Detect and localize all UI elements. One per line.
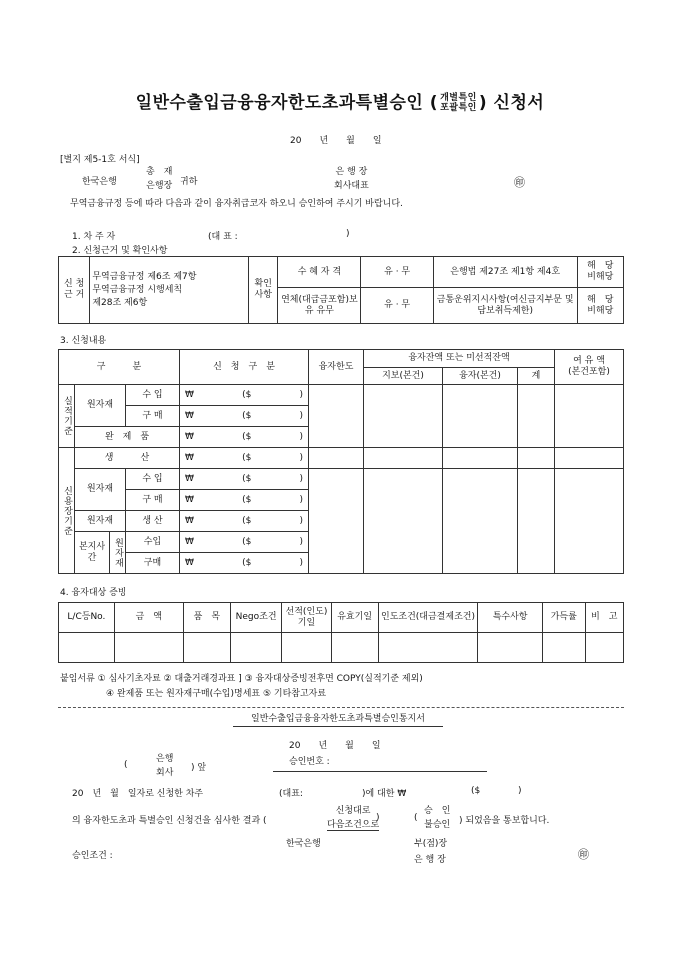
approval-number-field[interactable] [273, 754, 487, 772]
result-option2[interactable] [424, 804, 450, 832]
raw-material-short-text: 원자재 [113, 537, 123, 568]
section1-rep-close: ) [346, 229, 350, 239]
header-paid: 지보(본건) [364, 368, 443, 385]
raw-material-short-label [110, 532, 126, 574]
col-delivery-terms: 인도조건(대금결제조건) [378, 603, 478, 633]
surplus-cell[interactable] [555, 385, 624, 448]
notice-line2-b: ) [376, 813, 380, 823]
option-blanket: 포괄특인 [440, 103, 477, 113]
paren-close: ) [299, 536, 303, 547]
usd-label: ($ [242, 536, 252, 547]
applicable: 해 당 [587, 261, 614, 271]
sender [334, 165, 369, 193]
notice-to-close: ) 앞 [191, 763, 207, 773]
header-surplus [555, 350, 624, 385]
paren-close: ) [299, 452, 303, 463]
issuer-bank-head: 은 행 장 [414, 855, 446, 865]
paid-cell[interactable] [364, 448, 443, 469]
usd-label: ($ [242, 473, 252, 484]
col-expiry-date: 유효기일 [331, 603, 378, 633]
paren-close: ) [299, 515, 303, 526]
approval-number-label: 승인번호 : [289, 757, 330, 767]
basis-line: 무역금융규정 시행세칙 [92, 284, 183, 295]
purchase-label: 구 매 [126, 490, 180, 511]
surplus-cell[interactable] [555, 448, 624, 469]
notice-to-open: ( [124, 760, 128, 770]
evidence-table [58, 602, 624, 663]
form-number: [별지 제5-1호 서식] [60, 155, 140, 165]
issuer-dept-head: 부(점)장 [414, 839, 448, 849]
input-cell[interactable] [542, 633, 585, 663]
usd-label: ($ [242, 515, 252, 526]
input-cell[interactable] [282, 633, 331, 663]
usd-label: ($ [242, 389, 252, 400]
basis-label: 신 청 근 거 [59, 257, 90, 324]
input-cell[interactable] [478, 633, 543, 663]
raw-material-label: 원자재 [75, 385, 126, 427]
not-applicable: 비해당 [587, 305, 614, 316]
option-individual: 개별특인 [440, 93, 477, 103]
amount-field[interactable] [180, 406, 309, 427]
law-reference: 은행법 제27조 제1항 제4호 [433, 257, 577, 288]
purchase-label: 구 매 [126, 406, 180, 427]
section2-label: 2. 신청근거 및 확인사항 [72, 246, 168, 256]
import-label: 수 입 [126, 385, 180, 406]
usd-label: ($ [242, 431, 252, 442]
paid-cell[interactable] [364, 469, 443, 574]
notice-date: 20 년 월 일 [289, 741, 381, 751]
usd-label: ($ [242, 557, 252, 568]
input-cell[interactable] [378, 633, 478, 663]
approval-condition-label: 승인조건 : [72, 851, 113, 861]
import-label: 수 입 [126, 469, 180, 490]
input-cell[interactable] [331, 633, 378, 663]
header-loan: 융자(본건) [443, 368, 518, 385]
surplus-label: 여 유 액 [573, 356, 605, 366]
request-table [58, 349, 624, 574]
limit-cell[interactable] [309, 385, 364, 448]
to-bank: 은행 [156, 754, 174, 764]
header-balance: 융자잔액 또는 미선적잔액 [364, 350, 555, 368]
header-request: 신 청 구 분 [180, 350, 309, 385]
paren-close: ) [299, 431, 303, 442]
input-cell[interactable] [183, 633, 230, 663]
title-paren-close: ) [478, 93, 488, 113]
applicable: 해 당 [587, 294, 614, 305]
intra-company-label: 본지사간 [75, 532, 110, 574]
title-suffix: 신청서 [493, 93, 545, 113]
title-options [440, 93, 477, 113]
law-reference: 금통운위지시사항(여신금지부문 및 담보취득제한) [433, 288, 577, 324]
paren-close: ) [299, 557, 303, 568]
col-lc-no: L/C등No. [59, 603, 115, 633]
option-approved: 승 인 [424, 806, 451, 816]
col-nego: Nego조건 [230, 603, 281, 633]
seal-icon: ㊞ [578, 848, 589, 861]
amount-field[interactable] [180, 490, 309, 511]
import-label: 수입 [126, 532, 180, 553]
paren-close: ) [299, 494, 303, 505]
basis-text [90, 257, 249, 324]
title-main: 일반수출입금융융자한도초과특별승인 [135, 93, 424, 113]
notice-title: 일반수출입금융융자한도초과특별승인통지서 [233, 711, 443, 727]
amount-field[interactable] [180, 427, 309, 448]
basis-line: 무역금융규정 제6조 제7항 [92, 271, 197, 282]
raw-material-label: 원자재 [75, 511, 126, 532]
performance-basis-text: 실적기준 [62, 396, 72, 436]
limit-cell[interactable] [309, 448, 364, 469]
input-cell[interactable] [230, 633, 281, 663]
input-cell[interactable] [59, 633, 115, 663]
to-company: 회사 [156, 768, 174, 778]
usd-label: ($ [242, 452, 252, 463]
col-item: 품 목 [183, 603, 230, 633]
option-as-requested: 신청대로 [335, 806, 371, 816]
production-label: 생 산 [75, 448, 180, 469]
performance-basis-label [59, 385, 75, 448]
notice-to [156, 752, 173, 780]
application-date: 20 년 월 일 [290, 136, 382, 146]
amount-field[interactable] [180, 532, 309, 553]
col-amount: 금 액 [114, 603, 183, 633]
raw-material-label: 원자재 [75, 469, 126, 511]
option-with-conditions: 다음조건으로 [327, 820, 380, 830]
limit-cell[interactable] [309, 469, 364, 574]
col-special-notes: 특수사항 [478, 603, 543, 633]
yes-no-field[interactable]: 유 · 무 [361, 257, 433, 288]
total-cell[interactable] [518, 469, 555, 574]
surplus-cell[interactable] [555, 469, 624, 574]
production-label: 생 산 [126, 511, 180, 532]
col-remarks: 비 고 [585, 603, 623, 633]
section1-rep-label: (대 표 : [208, 232, 238, 242]
cut-line [58, 707, 624, 708]
seal-icon: ㊞ [514, 176, 525, 189]
purchase-label: 구매 [126, 553, 180, 574]
notice-line1-c: )에 대한 ₩ [362, 789, 407, 799]
amount-field[interactable] [180, 385, 309, 406]
attachments-line1: 붙임서류 ① 심사기초자료 ② 대출거래경과표 ] ③ 융자대상증빙전후면 COPY(실적기준 제외) [60, 674, 423, 684]
recipient: 한국은행 [82, 177, 117, 187]
issuer-title [414, 836, 447, 868]
amount-field[interactable] [180, 553, 309, 574]
section1-borrower-label: 1. 차 주 자 [72, 232, 116, 242]
amount-field[interactable] [180, 469, 309, 490]
col-earning-rate: 가득률 [542, 603, 585, 633]
finished-goods-label: 완 제 품 [75, 427, 180, 448]
basis-line: 제28조 제6항 [92, 297, 148, 308]
won-icon: ₩ [185, 515, 194, 526]
option-rejected: 불승인 [424, 820, 451, 830]
total-cell[interactable] [518, 448, 555, 469]
recipient-role [146, 165, 172, 193]
not-applicable: 비해당 [587, 272, 614, 282]
header-total: 계 [518, 368, 555, 385]
notice-opt2-open: ( [414, 813, 418, 823]
usd-label: ($ [242, 410, 252, 421]
lc-basis-label [59, 448, 75, 574]
won-icon: ₩ [185, 557, 194, 568]
issuer: 한국은행 [286, 839, 321, 849]
result-option1[interactable] [327, 804, 379, 832]
notice-line1-b: (대표: [279, 789, 303, 799]
section4-label: 4. 융자대상 증빙 [60, 588, 127, 598]
input-cell[interactable] [585, 633, 623, 663]
paren-close: ) [299, 389, 303, 400]
lc-basis-text: 신용장기준 [62, 485, 72, 536]
loan-cell[interactable] [443, 385, 518, 448]
surplus-sub: (본건포함) [568, 367, 610, 377]
notice-line2-a: 의 융자한도초과 특별승인 신청건을 심사한 결과 ( [72, 816, 267, 826]
won-icon: ₩ [185, 473, 194, 484]
won-icon: ₩ [185, 536, 194, 547]
amount-field[interactable] [180, 448, 309, 469]
page-title [0, 88, 680, 113]
paid-cell[interactable] [364, 385, 443, 448]
sender-company-rep: 회사대표 [334, 181, 369, 191]
won-icon: ₩ [185, 431, 194, 442]
won-icon: ₩ [185, 389, 194, 400]
evidence-input-row [59, 633, 624, 663]
header-limit: 융자한도 [309, 350, 364, 385]
col-shipping-date: 선적(인도)기일 [282, 603, 331, 633]
usd-label: ($ [242, 494, 252, 505]
honorific: 귀하 [180, 177, 198, 187]
yes-no-field[interactable]: 유 · 무 [361, 288, 433, 324]
won-icon: ₩ [185, 410, 194, 421]
paren-close: ) [299, 410, 303, 421]
applicability-field[interactable] [577, 257, 624, 288]
notice-line1-d: ($ [471, 786, 481, 796]
won-icon: ₩ [185, 494, 194, 505]
role-bank-head: 은행장 [146, 181, 173, 191]
confirm-item: 연체(대급금포함)보유 유무 [278, 288, 361, 324]
confirm-label: 확인 사항 [249, 257, 278, 324]
input-cell[interactable] [114, 633, 183, 663]
loan-cell[interactable] [443, 469, 518, 574]
request-text: 무역금융규정 등에 따라 다음과 같이 융자취급코자 하오니 승인하여 주시기 바랍니다. [70, 199, 403, 209]
attachments-line2: ④ 완제품 또는 원자재구매(수입)명세표 ⑤ 기타참고자료 [106, 689, 327, 699]
evidence-header-row [59, 603, 624, 633]
title-paren-open: ( [429, 93, 439, 113]
notice-line1-e: ) [518, 786, 522, 796]
total-cell[interactable] [518, 385, 555, 448]
applicability-field[interactable] [577, 288, 624, 324]
notice-line2-c: ) 되었음을 통보합니다. [459, 816, 550, 826]
confirm-item: 수 혜 자 격 [278, 257, 361, 288]
amount-field[interactable] [180, 511, 309, 532]
section3-label: 3. 신청내용 [60, 336, 107, 346]
loan-cell[interactable] [443, 448, 518, 469]
header-category: 구 분 [59, 350, 180, 385]
won-icon: ₩ [185, 452, 194, 463]
sender-bank-head: 은 행 장 [335, 167, 368, 177]
basis-table [58, 256, 624, 324]
role-governor: 총 재 [146, 167, 173, 177]
notice-line1-a: 20 년 월 일자로 신청한 차주 [72, 789, 204, 799]
paren-close: ) [299, 473, 303, 484]
